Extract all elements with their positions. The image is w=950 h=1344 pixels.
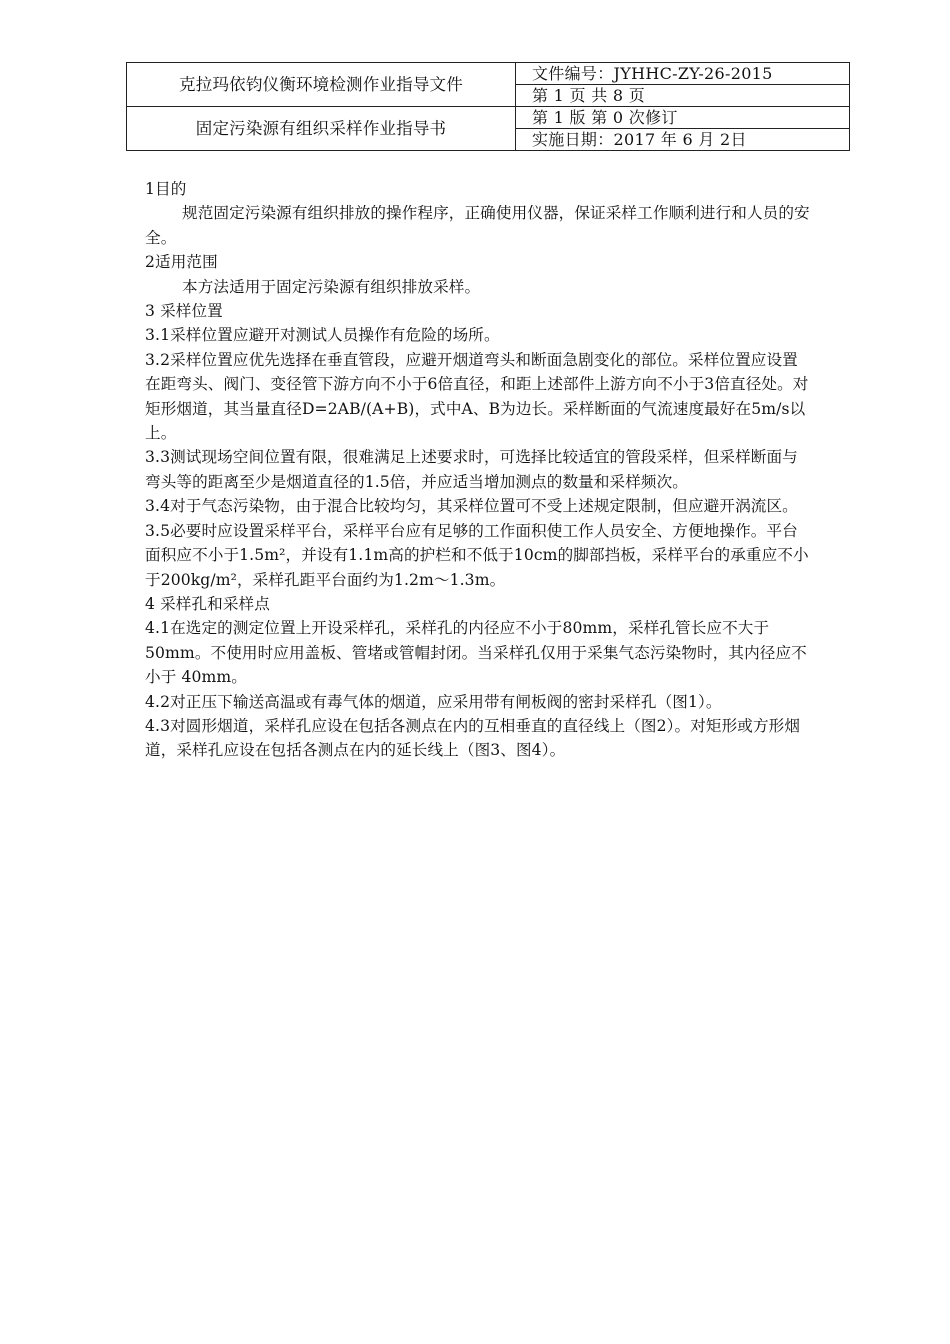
- section-heading: 2适用范围: [145, 253, 218, 272]
- body-paragraph: 3.5必要时应设置采样平台，采样平台应有足够的工作面积使工作人员安全、方便地操作。平台面积应不小于1.5m²，并设有1.1m高的护栏和不低于10cm的脚部挡板，采样平台的承重应不小于200kg/m²，采样孔距平台面约为1.2m～1.3m。: [145, 521, 809, 589]
- body-paragraph: 3.4对于气态污染物，由于混合比较均匀，其采样位置可不受上述规定限制，但应避开涡流区。: [145, 497, 798, 516]
- document-body: [145, 177, 810, 763]
- page-info: 第 1 页 共 8 页: [516, 85, 850, 107]
- document-header-table: [126, 62, 850, 151]
- body-paragraph: 4.3对圆形烟道，采样孔应设在包括各测点在内的互相垂直的直径线上（图2）。对矩形或方形烟道，采样孔应设在包括各测点在内的延长线上（图3、图4）。: [145, 716, 801, 760]
- version-info: 第 1 版 第 0 次修订: [516, 107, 850, 129]
- effective-date: 实施日期：2017 年 6 月 2日: [516, 129, 850, 151]
- section-heading: 3 采样位置: [145, 302, 223, 321]
- body-paragraph: 3.2采样位置应优先选择在垂直管段，应避开烟道弯头和断面急剧变化的部位。采样位置应设置在距弯头、阀门、变径管下游方向不小于6倍直径，和距上述部件上游方向不小于3倍直径处。对矩形烟道，其当量直径D=2AB/(A+B)，式中A、B为边长。采样断面的气流速度最好在5m/s以上。: [145, 350, 809, 443]
- section-heading: 4 采样孔和采样点: [145, 594, 270, 613]
- body-paragraph: 3.1采样位置应避开对测试人员操作有危险的场所。: [145, 326, 500, 345]
- file-number: 文件编号：JYHHC-ZY-26-2015: [516, 63, 850, 85]
- organization-title: 克拉玛依钧仪衡环境检测作业指导文件: [127, 63, 516, 107]
- body-paragraph: 4.1在选定的测定位置上开设采样孔，采样孔的内径应不小于80mm，采样孔管长应不大于50mm。不使用时应用盖板、管堵或管帽封闭。当采样孔仅用于采集气态污染物时，其内径应不小于 40mm。: [145, 619, 807, 687]
- section-heading: 1目的: [145, 180, 187, 198]
- body-paragraph: 本方法适用于固定污染源有组织排放采样。: [182, 277, 481, 296]
- body-paragraph: 规范固定污染源有组织排放的操作程序，正确使用仪器，保证采样工作顺利进行和人员的安全。: [145, 204, 810, 247]
- body-paragraph: 3.3测试现场空间位置有限，很难满足上述要求时，可选择比较适宜的管段采样，但采样断面与弯头等的距离至少是烟道直径的1.5倍，并应适当增加测点的数量和采样频次。: [145, 448, 798, 491]
- body-paragraph: 4.2对正压下输送高温或有毒气体的烟道，应采用带有闸板阀的密封采样孔（图1）。: [145, 692, 722, 711]
- document-title: 固定污染源有组织采样作业指导书: [127, 107, 516, 151]
